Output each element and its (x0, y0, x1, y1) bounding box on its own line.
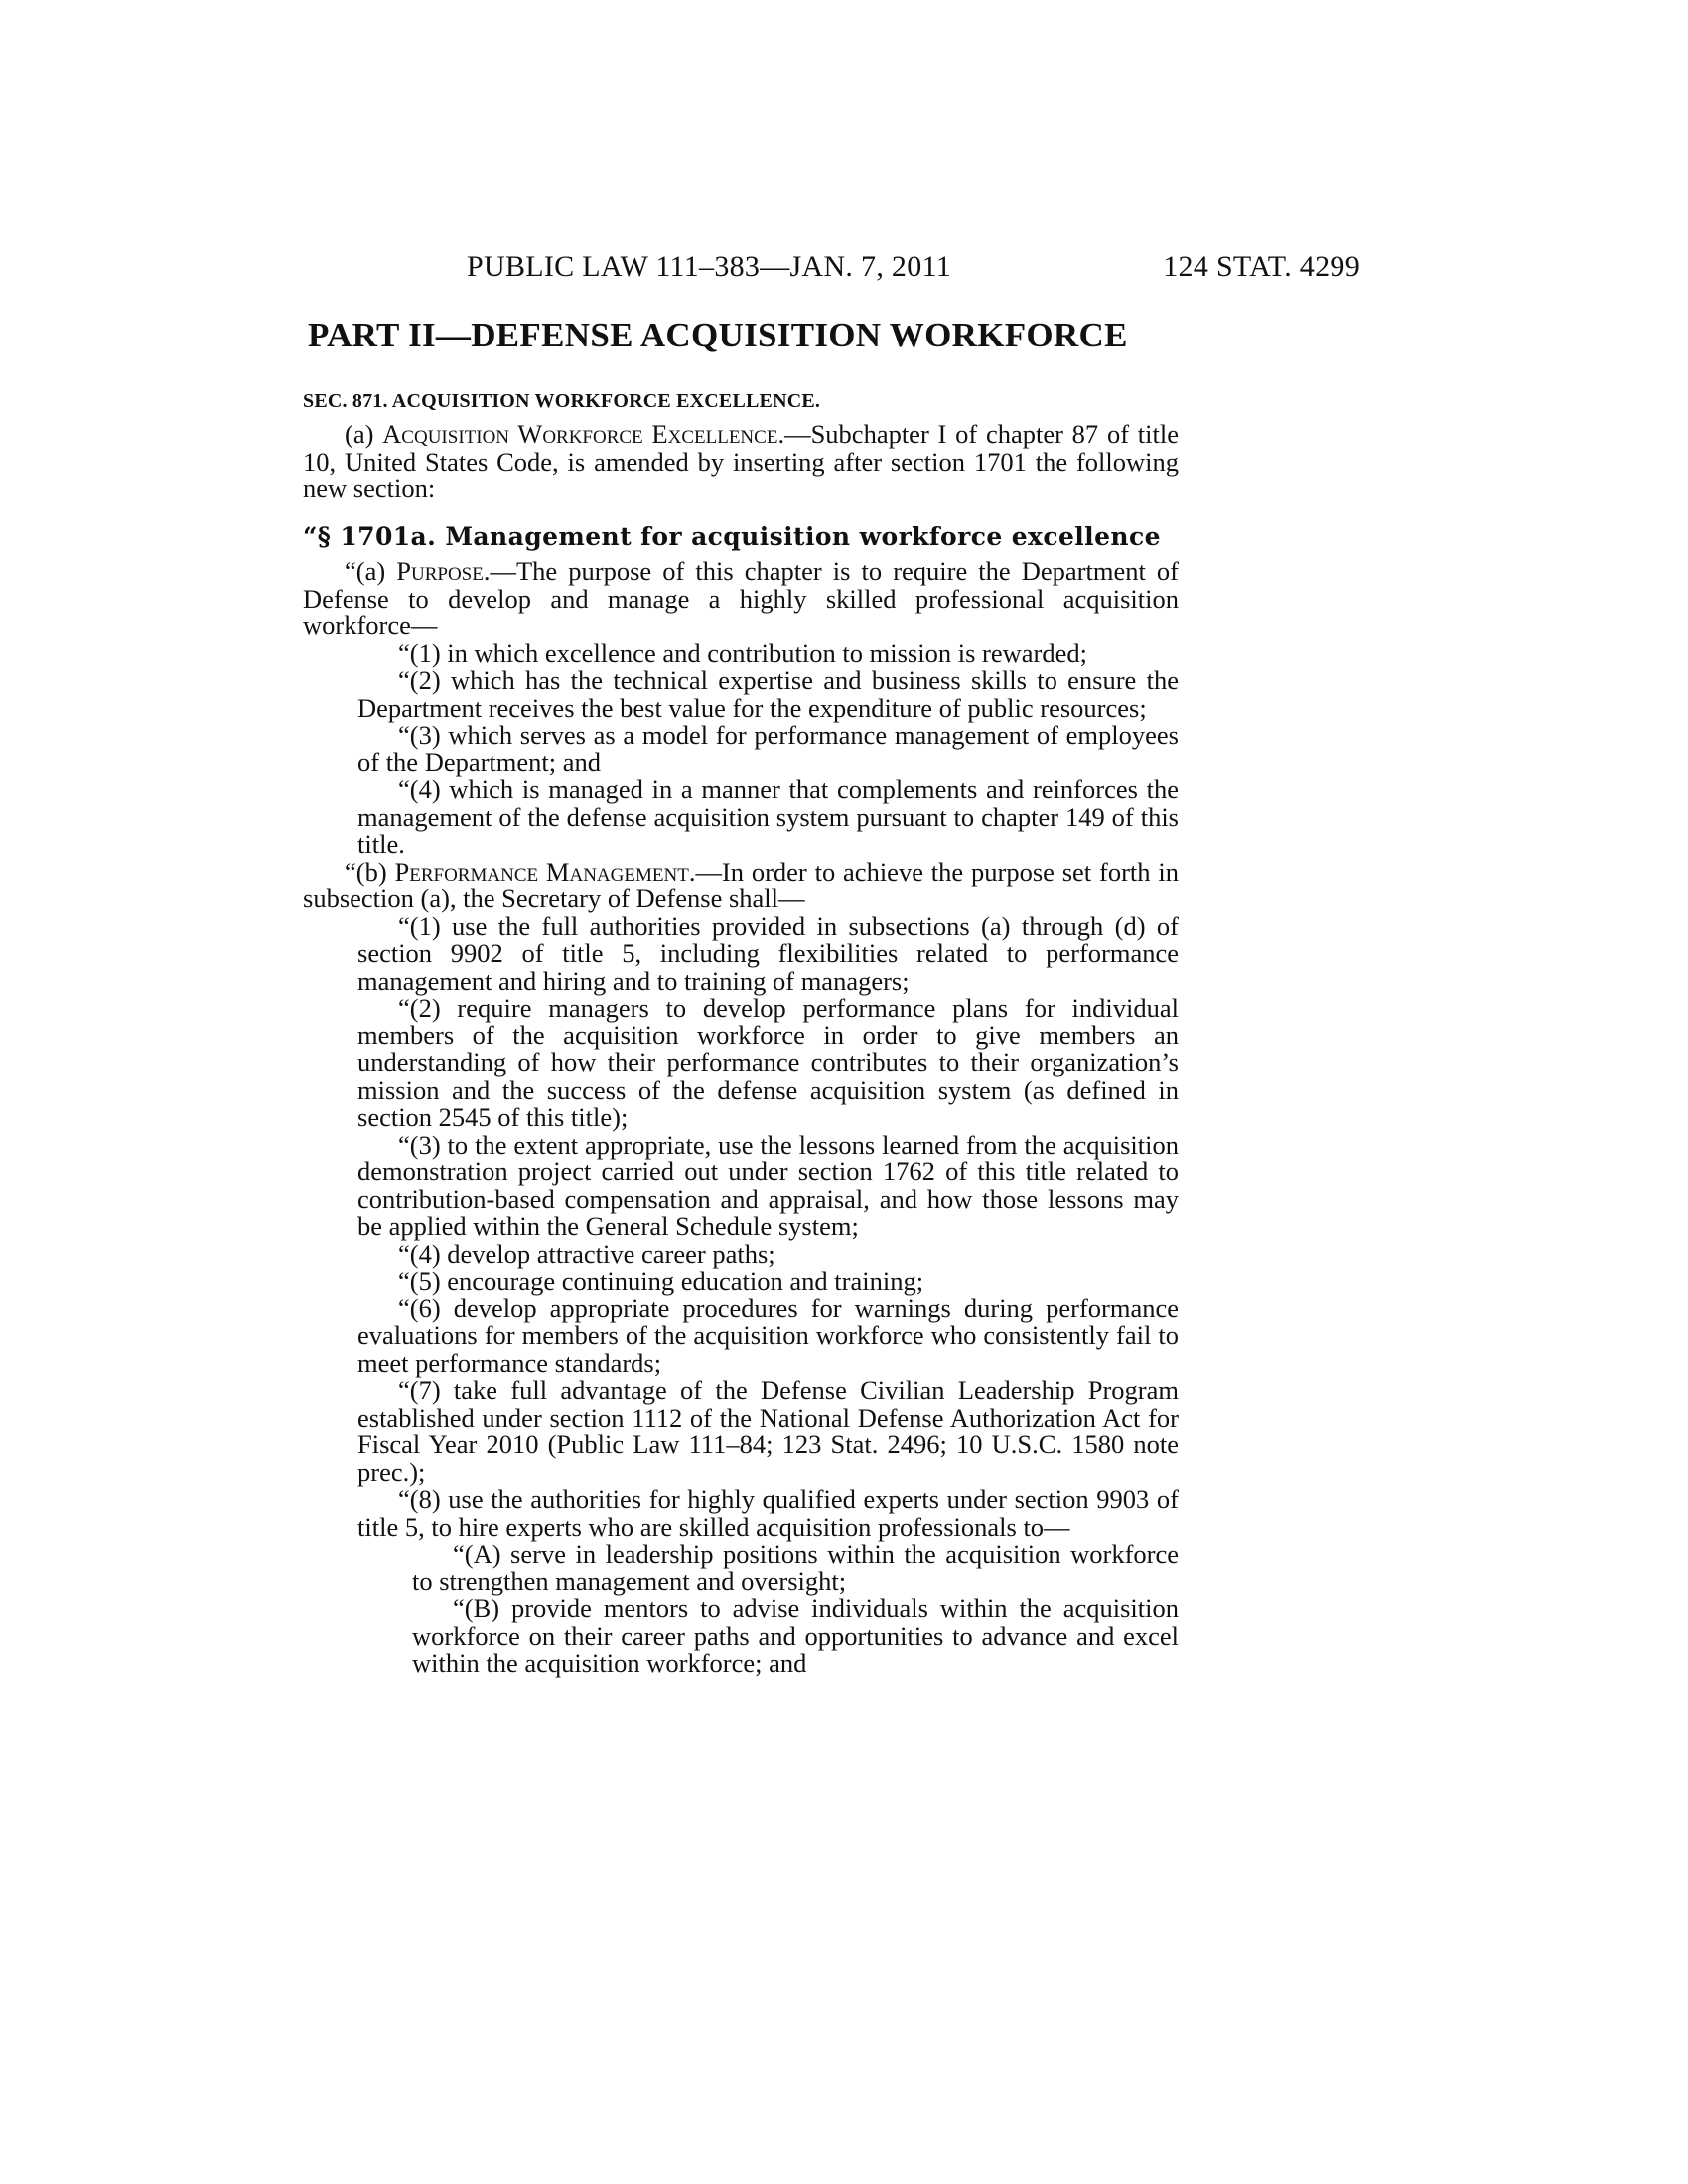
subsection-a-heading: Acquisition Workforce Excellence (382, 419, 778, 449)
subsection-a-lead: (a) (345, 419, 383, 449)
purpose-item: “(3) which serves as a model for performance management of employees of the Department; and (357, 720, 1179, 777)
performance-text: .—In order to achieve the purpose set forth in subsection (a), the Secretary of Defense shall— (303, 856, 1179, 913)
performance-item: “(1) use the full authorities provided in subsections (a) through (d) of section 9902 of title 5, including flexibilities related to performance management and hiring and to training of managers; (357, 910, 1179, 996)
performance-item: “(3) to the extent appropriate, use the lessons learned from the acquisition demonstration project carried out under section 1762 of this title related to contribution-based compensation and appraisal, and how those lessons may be applied within the General Schedule system; (357, 1129, 1179, 1241)
purpose-item: “(1) in which excellence and contribution to mission is rewarded; (398, 637, 1087, 668)
purpose-paragraph (303, 558, 1179, 640)
part-title: PART II—DEFENSE ACQUISITION WORKFORCE (308, 316, 1128, 354)
subsection-a-text: .—Subchapter I of chapter 87 of title 10, United States Code, is amended by inserting after section 1701 the following new section: (303, 419, 1179, 503)
stat-page-number: 124 STAT. 4299 (1163, 250, 1360, 283)
section-heading: SEC. 871. ACQUISITION WORKFORCE EXCELLENCE. (303, 390, 821, 412)
performance-subitem: “(B) provide mentors to advise individuals within the acquisition workforce on their career paths and opportunities to advance and excel within the acquisition workforce; and (412, 1593, 1179, 1678)
document-body (303, 421, 1179, 1678)
subsection-a (303, 421, 1179, 503)
performance-item: “(6) develop appropriate procedures for warnings during performance evaluations for members of the acquisition workforce who consistently fail to meet performance standards; (357, 1293, 1179, 1378)
new-section-heading: “§ 1701a. Management for acquisition workforce excellence (303, 521, 1161, 551)
public-law-citation: PUBLIC LAW 111–383—JAN. 7, 2011 (467, 250, 952, 283)
performance-item: “(7) take full advantage of the Defense Civilian Leadership Program established under section 1112 of the National Defense Authorization Act for Fiscal Year 2010 (Public Law 111–84; 123 Stat. 2496; 10 U.S.C. 1580 note prec.); (357, 1375, 1179, 1487)
purpose-lead: “(a) (345, 556, 397, 586)
performance-item: “(5) encourage continuing education and training; (398, 1266, 924, 1296)
page-header (467, 250, 1360, 290)
performance-heading: Performance Management (394, 856, 689, 887)
purpose-item: “(4) which is managed in a manner that complements and reinforces the management of the defense acquisition system pursuant to chapter 149 of this title. (357, 774, 1179, 859)
purpose-item: “(2) which has the technical expertise and business skills to ensure the Department receives the best value for the expenditure of public resources; (357, 665, 1179, 723)
performance-item: “(2) require managers to develop performance plans for individual members of the acquisition workforce in order to give members an understanding of how their performance contributes to their organization’s mission and the success of the defense acquisition system (as defined in section 2545 of this title); (357, 993, 1179, 1132)
performance-paragraph (303, 856, 1179, 913)
performance-lead: “(b) (345, 856, 395, 887)
performance-item: “(8) use the authorities for highly qualified experts under section 9903 of title 5, to hire experts who are skilled acquisition professionals to— (357, 1484, 1179, 1542)
purpose-heading: Purpose (396, 556, 484, 586)
purpose-text: .—The purpose of this chapter is to require the Department of Defense to develop and manage a highly skilled professional acquisition workforce— (303, 556, 1179, 640)
performance-item: “(4) develop attractive career paths; (398, 1238, 775, 1269)
performance-subitem: “(A) serve in leadership positions within the acquisition workforce to strengthen management and oversight; (412, 1539, 1179, 1596)
